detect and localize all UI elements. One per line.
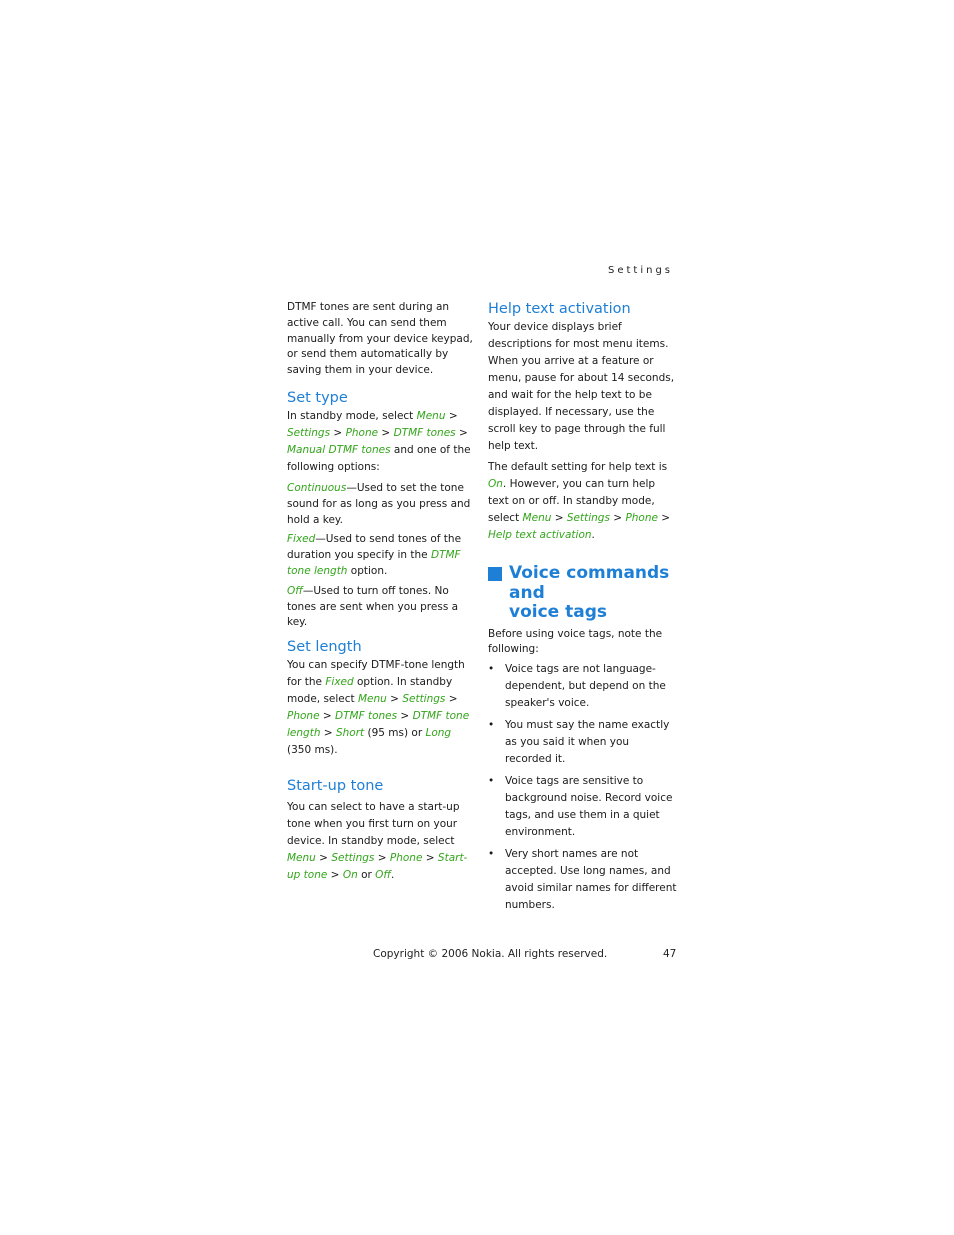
list-item: • You must say the name exactly as you said it when you recorded it. bbox=[488, 719, 670, 766]
voice-tag-notes bbox=[488, 661, 678, 914]
startup-tone-heading: Start-up tone bbox=[287, 778, 384, 795]
help-text-heading: Help text activation bbox=[488, 301, 631, 317]
set-length-text: You can specify DTMF-tone length for the Fixed option. In standby mode, select Menu > Settings > Phone > DTMF tones > DTMF tone length > Short (95 ms) or Long (350 ms). bbox=[287, 659, 470, 757]
voice-intro: Before using voice tags, note the following: bbox=[488, 627, 663, 656]
list-item: • Voice tags are sensitive to background noise. Record voice tags, and use them in a quiet environment. bbox=[488, 775, 673, 839]
option-fixed: Fixed—Used to send tones of the duration you specify in the DTMF tone length option. bbox=[287, 533, 462, 577]
section-square-icon bbox=[488, 567, 502, 581]
running-header: Settings bbox=[607, 265, 673, 276]
startup-tone-text: You can select to have a start-up tone when you first turn on your device. In standby mode, select Menu > Settings > Phone > Start-up tone > On or Off. bbox=[287, 801, 468, 882]
page-number: 47 bbox=[663, 948, 677, 960]
list-item: • Voice tags are not language-dependent, but depend on the speaker's voice. bbox=[488, 663, 666, 710]
set-type-path: In standby mode, select Menu > Settings > Phone > DTMF tones > Manual DTMF tones and one of the following options: bbox=[287, 409, 471, 473]
voice-commands-heading: Voice commands and voice tags bbox=[488, 564, 678, 623]
left-column bbox=[287, 300, 475, 884]
help-text-default: The default setting for help text is On. However, you can turn help text on or off. In standby mode, select Menu > Settings > Phone > Help text activation. bbox=[488, 461, 671, 541]
right-column bbox=[488, 300, 678, 914]
option-continuous: Continuous—Used to set the tone sound for as long as you press and hold a key. bbox=[287, 481, 471, 526]
list-item: • Very short names are not accepted. Use long names, and avoid similar names for different numbers. bbox=[488, 848, 677, 912]
copyright-notice: Copyright © 2006 Nokia. All rights reserved. bbox=[373, 948, 608, 960]
option-off: Off—Used to turn off tones. No tones are sent when you press a key. bbox=[287, 584, 459, 629]
set-length-heading: Set length bbox=[287, 639, 362, 656]
set-type-heading: Set type bbox=[287, 389, 348, 406]
help-text-description: Your device displays brief descriptions for most menu items. When you arrive at a feature or menu, pause for about 14 seconds, and wait for the help text to be displayed. If necessary, use the scroll key to page through the full help text. bbox=[488, 321, 675, 452]
dtmf-intro: DTMF tones are sent during an active call. You can send them manually from your device keypad, or send them automatically by saving them in your device. bbox=[287, 301, 473, 377]
